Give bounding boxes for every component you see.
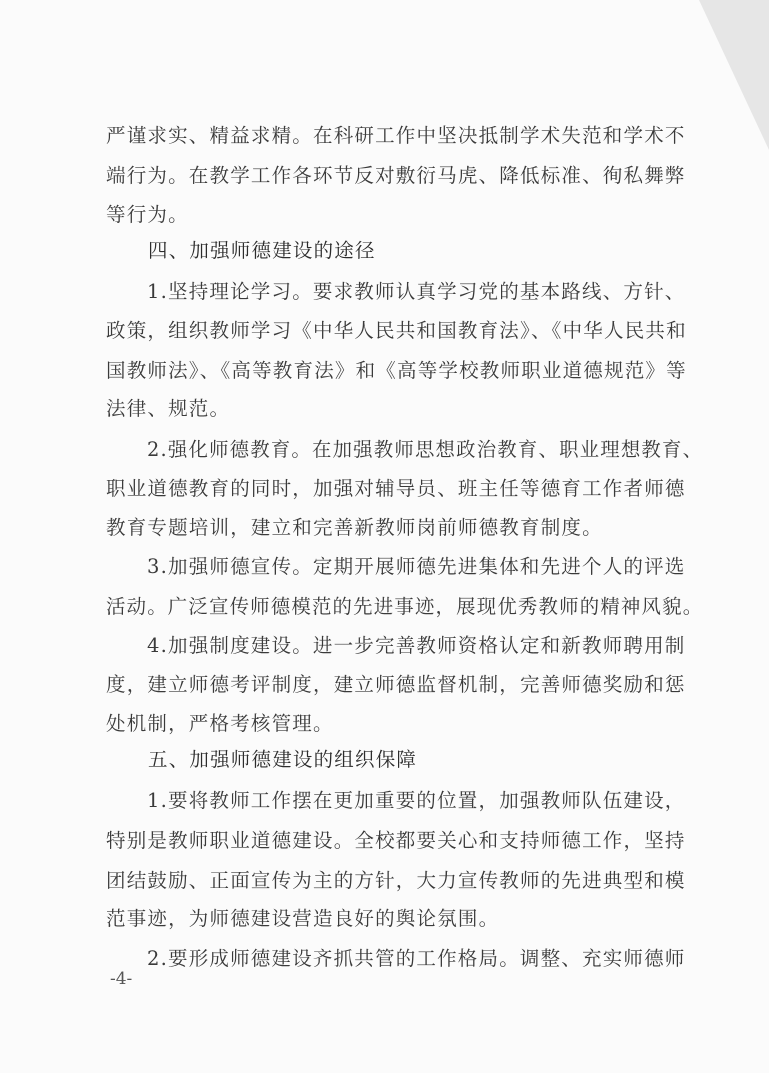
section-heading: 五、加强师德建设的组织保障 <box>148 748 418 771</box>
body-line: 2.强化师德教育。在加强教师思想政治教育、职业理想教育、 <box>147 438 704 461</box>
body-line: 活动。广泛宣传师德模范的先进事迹，展现优秀教师的精神风貌。 <box>106 595 704 618</box>
body-line: 1.要将教师工作摆在更加重要的位置，加强教师队伍建设， <box>147 789 686 812</box>
body-line: 国教师法》、《高等教育法》和《高等学校教师职业道德规范》等 <box>106 359 687 382</box>
body-line: 法律、规范。 <box>106 397 231 420</box>
body-line: 范事迹，为师德建设营造良好的舆论氛围。 <box>106 907 500 930</box>
body-line: 3.加强师德宣传。定期开展师德先进集体和先进个人的评选 <box>147 555 686 578</box>
body-line: 度，建立师德考评制度，建立师德监督机制，完善师德奖励和惩 <box>106 673 686 696</box>
body-line: 特别是教师职业道德建设。全校都要关心和支持师德工作，坚持 <box>106 829 686 852</box>
body-line: 团结鼓励、正面宣传为主的方针，大力宣传教师的先进典型和模 <box>106 869 686 892</box>
body-line: 1.坚持理论学习。要求教师认真学习党的基本路线、方针、 <box>147 280 686 303</box>
body-line: 教育专题培训，建立和完善新教师岗前师德教育制度。 <box>106 516 603 539</box>
body-line: 政策，组织教师学习《中华人民共和国教育法》、《中华人民共和 <box>106 319 687 342</box>
body-line: 处机制，严格考核管理。 <box>106 712 334 735</box>
page-fold-shadow <box>699 0 769 150</box>
body-line: 严谨求实、精益求精。在科研工作中坚决抵制学术失范和学术不 <box>106 124 686 147</box>
body-line: 职业道德教育的同时，加强对辅导员、班主任等德育工作者师德 <box>106 477 686 500</box>
body-line: 端行为。在教学工作各环节反对敷衍马虎、降低标准、徇私舞弊 <box>106 164 686 187</box>
section-heading: 四、加强师德建设的途径 <box>148 239 376 262</box>
body-line: 4.加强制度建设。进一步完善教师资格认定和新教师聘用制 <box>147 634 686 657</box>
body-line: 等行为。 <box>106 203 189 226</box>
page-number: -4- <box>110 969 133 989</box>
body-line: 2.要形成师德建设齐抓共管的工作格局。调整、充实师德师 <box>147 947 686 970</box>
